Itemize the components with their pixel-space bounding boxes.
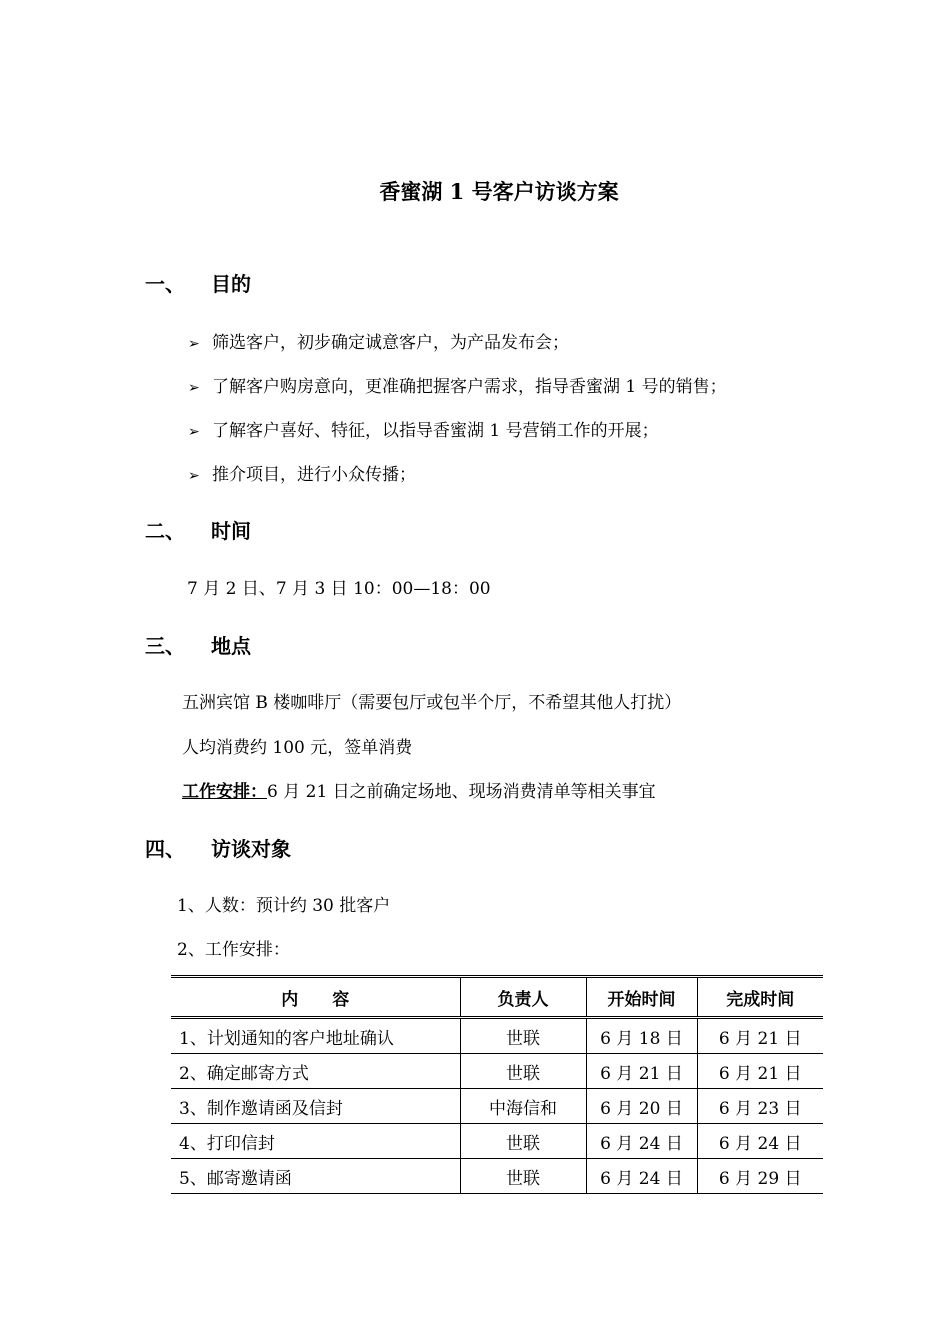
purpose-item-text: 推介项目，进行小众传播； <box>212 465 416 485</box>
task-cell: 4、打印信封 <box>171 1124 460 1159</box>
owner-cell: 世联 <box>460 1018 586 1054</box>
purpose-item <box>188 328 569 353</box>
task-cell: 2、确定邮寄方式 <box>171 1054 460 1089</box>
table-row <box>171 1159 823 1194</box>
arrow-bullet-icon: ➢ <box>188 468 200 484</box>
purpose-item-text: 了解客户购房意向，更准确把握客户需求，指导香蜜湖 1 号的销售； <box>212 377 727 397</box>
section-4-number: 四、 <box>145 837 185 861</box>
table-row <box>171 1089 823 1124</box>
time-text: 7 月 2 日、7 月 3 日 10：00—18：00 <box>187 579 491 599</box>
task-cell: 1、计划通知的客户地址确认 <box>171 1018 460 1054</box>
header-owner: 负责人 <box>460 977 586 1018</box>
start-cell: 6 月 21 日 <box>586 1054 697 1089</box>
section-3-number: 三、 <box>145 634 185 658</box>
owner-cell: 中海信和 <box>460 1089 586 1124</box>
headcount-line: 1、人数：预计约 30 批客户 <box>177 896 391 916</box>
section-4-heading: 访谈对象 <box>211 837 291 861</box>
owner-cell: 世联 <box>460 1054 586 1089</box>
section-2-number: 二、 <box>145 519 185 543</box>
table-row <box>171 1018 823 1054</box>
owner-cell: 世联 <box>460 1124 586 1159</box>
end-cell: 6 月 23 日 <box>697 1089 823 1124</box>
schedule-table <box>171 975 823 1194</box>
task-cell: 5、邮寄邀请函 <box>171 1159 460 1194</box>
work-arrangement-label: 工作安排： <box>182 782 267 802</box>
work-arrangement-text: 6 月 21 日之前确定场地、现场消费清单等相关事宜 <box>267 782 656 802</box>
owner-cell: 世联 <box>460 1159 586 1194</box>
end-cell: 6 月 21 日 <box>697 1018 823 1054</box>
header-end-time: 完成时间 <box>697 977 823 1018</box>
purpose-item <box>188 372 727 397</box>
start-cell: 6 月 24 日 <box>586 1124 697 1159</box>
header-start-time: 开始时间 <box>586 977 697 1018</box>
start-cell: 6 月 20 日 <box>586 1089 697 1124</box>
end-cell: 6 月 24 日 <box>697 1124 823 1159</box>
end-cell: 6 月 29 日 <box>697 1159 823 1194</box>
table-row <box>171 1054 823 1089</box>
section-1-number: 一、 <box>145 272 185 296</box>
task-cell: 3、制作邀请函及信封 <box>171 1089 460 1124</box>
document-title: 香蜜湖 1 号客户访谈方案 <box>379 179 619 204</box>
end-cell: 6 月 21 日 <box>697 1054 823 1089</box>
work-arrangement-line <box>182 777 656 802</box>
cost-line: 人均消费约 100 元，签单消费 <box>182 738 413 758</box>
start-cell: 6 月 24 日 <box>586 1159 697 1194</box>
purpose-item-text: 筛选客户，初步确定诚意客户，为产品发布会； <box>212 333 569 353</box>
arrow-bullet-icon: ➢ <box>188 336 200 352</box>
section-3-heading: 地点 <box>211 634 251 658</box>
purpose-item <box>188 460 416 485</box>
arrow-bullet-icon: ➢ <box>188 380 200 396</box>
start-cell: 6 月 18 日 <box>586 1018 697 1054</box>
table-row <box>171 1124 823 1159</box>
purpose-item <box>188 416 659 441</box>
location-line: 五洲宾馆 B 楼咖啡厅（需要包厅或包半个厅，不希望其他人打扰） <box>182 693 682 713</box>
section-2-heading: 时间 <box>211 519 251 543</box>
section-1-heading: 目的 <box>211 272 251 296</box>
arrangement-line: 2、工作安排： <box>177 940 290 960</box>
arrow-bullet-icon: ➢ <box>188 424 200 440</box>
purpose-item-text: 了解客户喜好、特征，以指导香蜜湖 1 号营销工作的开展； <box>212 421 659 441</box>
table-header-row <box>171 977 823 1018</box>
header-content: 内 容 <box>171 977 460 1018</box>
